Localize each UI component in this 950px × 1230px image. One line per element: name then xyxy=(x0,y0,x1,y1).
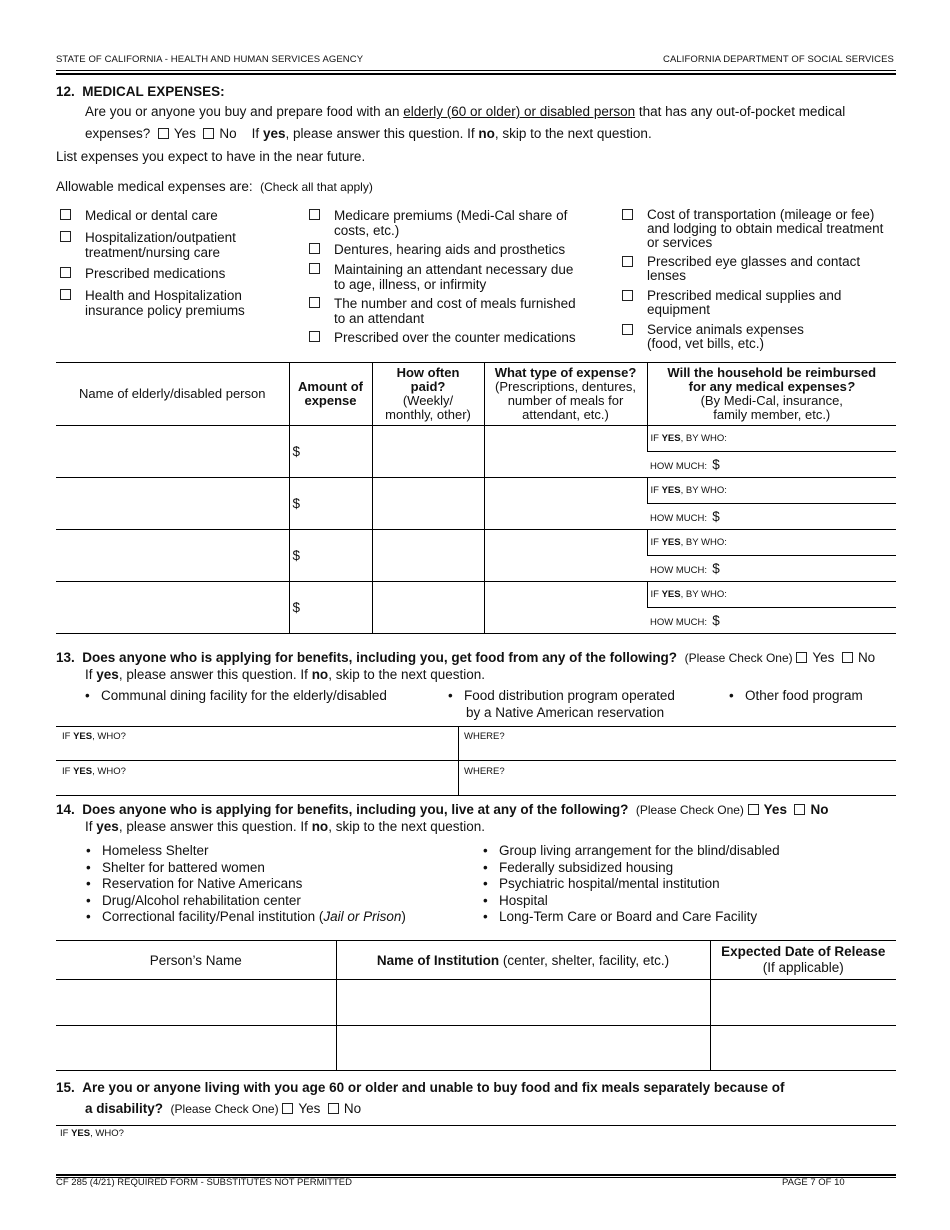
cell-how-much[interactable]: HOW MUCH: $ xyxy=(647,504,896,530)
table-row xyxy=(56,478,896,504)
q12-heading: 12. MEDICAL EXPENSES: xyxy=(56,84,225,99)
table-header-row xyxy=(56,941,896,980)
th-person-name: Person’s Name xyxy=(56,941,336,980)
cell-how-often[interactable] xyxy=(372,478,484,530)
list-item: • Psychiatric hospital/mental institution xyxy=(480,876,780,893)
cell-person-name[interactable] xyxy=(56,980,336,1026)
label-prescribed-meds: Prescribed medications xyxy=(85,266,226,281)
footer-rule xyxy=(56,1174,896,1176)
list-item: • Shelter for battered women xyxy=(83,860,406,877)
label-service-animals: Service animals expenses (food, vet bills, etc.) xyxy=(647,322,804,351)
header-rule-thick xyxy=(56,73,896,75)
cell-how-often[interactable] xyxy=(372,530,484,582)
label-eye-glasses: Prescribed eye glasses and contact lenses xyxy=(647,254,861,283)
q12-no-checkbox[interactable] xyxy=(203,128,214,139)
header-agency: STATE OF CALIFORNIA - HEALTH AND HUMAN SERVICES AGENCY xyxy=(56,54,364,65)
cell-how-often[interactable] xyxy=(372,582,484,634)
cb-insurance-premiums[interactable] xyxy=(60,289,71,300)
list-item: • Reservation for Native Americans xyxy=(83,876,406,893)
header-rule xyxy=(56,70,896,71)
list-item: • Hospital xyxy=(480,893,780,910)
cell-institution[interactable] xyxy=(336,1026,710,1071)
footer-form-id: CF 285 (4/21) REQUIRED FORM - SUBSTITUTES NOT PERMITTED xyxy=(56,1177,352,1188)
q15-no-checkbox[interactable] xyxy=(328,1103,339,1114)
list-item: • Homeless Shelter xyxy=(83,843,406,860)
q15-question: 15. Are you or anyone living with you age 60 or older and unable to buy food and fix meals separately because of a disability? (Please Check One) Yes No xyxy=(56,1080,785,1116)
q14-yes-checkbox[interactable] xyxy=(748,804,759,815)
cell-amount[interactable]: $ xyxy=(289,478,372,530)
th-how-often: How often paid? (Weekly/ monthly, other) xyxy=(372,363,484,426)
cell-amount[interactable]: $ xyxy=(289,530,372,582)
cell-by-who[interactable]: IF YES, BY WHO: xyxy=(647,530,896,556)
cb-medical-dental[interactable] xyxy=(60,209,71,220)
cb-medicare-premiums[interactable] xyxy=(309,209,320,220)
cell-institution[interactable] xyxy=(336,980,710,1026)
header-department: CALIFORNIA DEPARTMENT OF SOCIAL SERVICES xyxy=(663,54,894,65)
q14-list-right xyxy=(480,843,780,926)
cb-meals-attendant[interactable] xyxy=(309,297,320,308)
q12-yes-checkbox[interactable] xyxy=(158,128,169,139)
cb-hospitalization[interactable] xyxy=(60,231,71,242)
th-release-date: Expected Date of Release (If applicable) xyxy=(710,941,896,980)
label-medical-supplies: Prescribed medical supplies and equipment xyxy=(647,288,842,317)
th-amount: Amount of expense xyxy=(289,363,372,426)
list-item: • Long-Term Care or Board and Care Facility xyxy=(480,909,780,926)
cb-eye-glasses[interactable] xyxy=(622,256,633,267)
table-row xyxy=(56,530,896,556)
cell-by-who[interactable]: IF YES, BY WHO: xyxy=(647,478,896,504)
label-otc-meds: Prescribed over the counter medications xyxy=(334,330,576,345)
cell-amount[interactable]: $ xyxy=(289,582,372,634)
label-dentures: Dentures, hearing aids and prosthetics xyxy=(334,242,566,257)
cell-by-who[interactable]: IF YES, BY WHO: xyxy=(647,582,896,608)
cell-how-often[interactable] xyxy=(372,426,484,478)
table-row xyxy=(56,980,896,1026)
q13-who-field-2[interactable]: IF YES, WHO? xyxy=(62,766,126,777)
cell-person-name[interactable] xyxy=(56,1026,336,1071)
th-institution: Name of Institution (center, shelter, facility, etc.) xyxy=(336,941,710,980)
cell-expense-type[interactable] xyxy=(484,426,647,478)
cb-dentures[interactable] xyxy=(309,243,320,254)
q15-who-field[interactable]: IF YES, WHO? xyxy=(60,1128,124,1139)
table-row xyxy=(56,582,896,608)
footer-page-number: PAGE 7 OF 10 xyxy=(782,1177,845,1188)
label-attendant: Maintaining an attendant necessary due to age, illness, or infirmity xyxy=(334,262,574,292)
cb-transportation[interactable] xyxy=(622,209,633,220)
label-transportation: Cost of transportation (mileage or fee) and lodging to obtain medical treatment or services xyxy=(647,207,884,250)
q13-bullet-communal: • Communal dining facility for the elderly/disabled xyxy=(85,688,387,703)
q13-where-field-1[interactable]: WHERE? xyxy=(464,731,505,742)
q14-no-checkbox[interactable] xyxy=(794,804,805,815)
q13-question: 13. Does anyone who is applying for benefits, including you, get food from any of the following? (Please Check One) Yes No If yes, please answer this question. If no, skip to the next question. xyxy=(56,650,876,682)
cell-expense-type[interactable] xyxy=(484,478,647,530)
q13-bullet-native: • Food distribution program operated by a Native American reservation xyxy=(448,688,675,720)
q13-who-field-1[interactable]: IF YES, WHO? xyxy=(62,731,126,742)
cb-medical-supplies[interactable] xyxy=(622,290,633,301)
q13-where-field-2[interactable]: WHERE? xyxy=(464,766,505,777)
q12-list-text: List expenses you expect to have in the near future. xyxy=(56,149,366,164)
table-row xyxy=(56,426,896,452)
q15-yes-checkbox[interactable] xyxy=(282,1103,293,1114)
q14-question: 14. Does anyone who is applying for benefits, including you, live at any of the following? (Please Check One) Yes No If yes, please answer this question. If no, skip to the next question. xyxy=(56,802,829,834)
label-hospitalization: Hospitalization/outpatient treatment/nursing care xyxy=(85,230,236,260)
th-person-name: Name of elderly/disabled person xyxy=(56,363,289,426)
cell-how-much[interactable]: HOW MUCH: $ xyxy=(647,608,896,634)
cell-name[interactable] xyxy=(56,530,289,582)
table-header-row xyxy=(56,363,896,426)
th-reimbursed: Will the household be reimbursed for any medical expenses? (By Medi-Cal, insurance, family member, etc.) xyxy=(647,363,896,426)
q13-bullet-other: • Other food program xyxy=(729,688,863,703)
institution-table xyxy=(56,940,896,1071)
medical-expense-table xyxy=(56,362,896,634)
cell-name[interactable] xyxy=(56,582,289,634)
label-insurance-premiums: Health and Hospitalization insurance policy premiums xyxy=(85,288,245,318)
cell-name[interactable] xyxy=(56,426,289,478)
q13-yes-checkbox[interactable] xyxy=(796,652,807,663)
list-item: • Correctional facility/Penal institution (Jail or Prison) xyxy=(83,909,406,926)
cell-expense-type[interactable] xyxy=(484,530,647,582)
cell-release-date[interactable] xyxy=(710,1026,896,1071)
cb-attendant[interactable] xyxy=(309,263,320,274)
cell-expense-type[interactable] xyxy=(484,582,647,634)
list-item: • Drug/Alcohol rehabilitation center xyxy=(83,893,406,910)
cb-otc-meds[interactable] xyxy=(309,331,320,342)
cell-how-much[interactable]: HOW MUCH: $ xyxy=(647,452,896,478)
list-item: • Group living arrangement for the blind/disabled xyxy=(480,843,780,860)
cell-by-who[interactable]: IF YES, BY WHO: xyxy=(647,426,896,452)
cell-release-date[interactable] xyxy=(710,980,896,1026)
q14-list-left xyxy=(83,843,406,926)
cb-service-animals[interactable] xyxy=(622,324,633,335)
th-expense-type: What type of expense? (Prescriptions, dentures, number of meals for attendant, etc.) xyxy=(484,363,647,426)
q12-allowable: Allowable medical expenses are: (Check all that apply) xyxy=(56,179,373,194)
label-medicare-premiums: Medicare premiums (Medi-Cal share of costs, etc.) xyxy=(334,208,568,238)
cb-prescribed-meds[interactable] xyxy=(60,267,71,278)
label-medical-dental: Medical or dental care xyxy=(85,208,218,223)
q12-question: Are you or anyone you buy and prepare food with an elderly (60 or older) or disabled person that has any out-of-pocket medical expenses? Yes No If yes, please answer this question. If no, skip to the next question. xyxy=(85,104,846,141)
cell-amount[interactable]: $ xyxy=(289,426,372,478)
cell-name[interactable] xyxy=(56,478,289,530)
table-row xyxy=(56,1026,896,1071)
list-item: • Federally subsidized housing xyxy=(480,860,780,877)
cell-how-much[interactable]: HOW MUCH: $ xyxy=(647,556,896,582)
label-meals-attendant: The number and cost of meals furnished to an attendant xyxy=(334,296,576,326)
q13-no-checkbox[interactable] xyxy=(842,652,853,663)
